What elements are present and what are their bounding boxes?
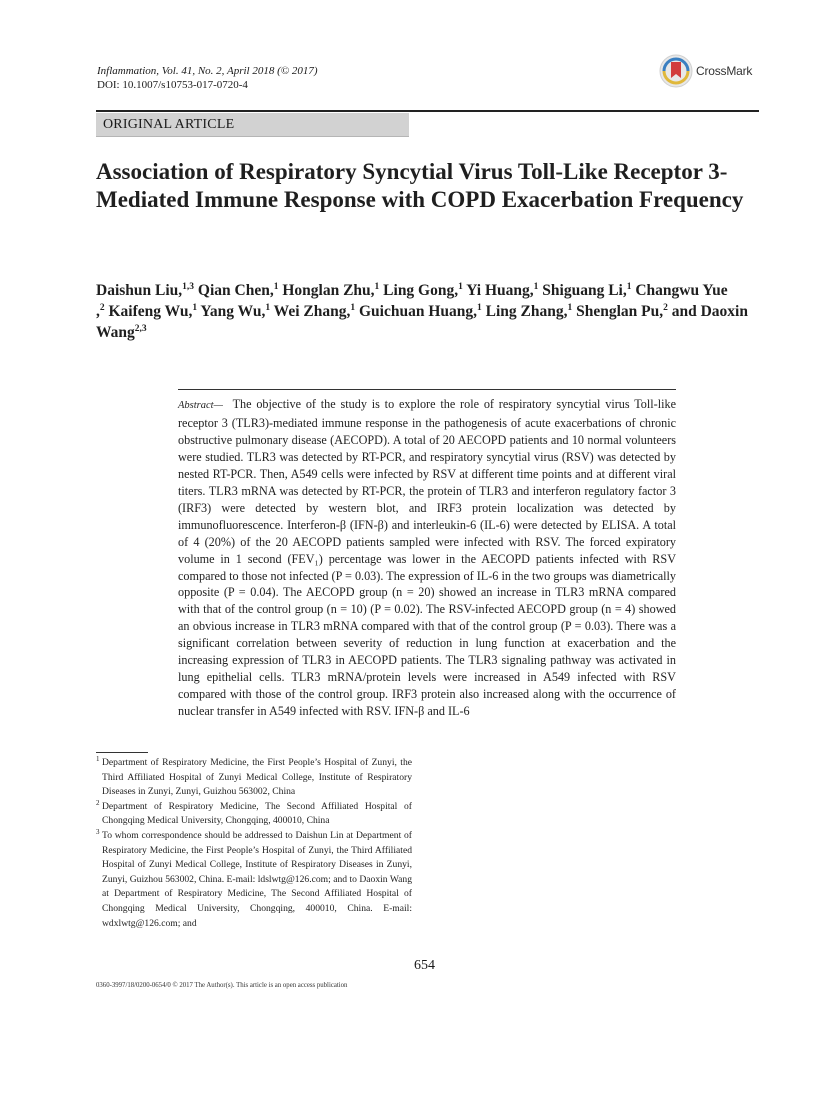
journal-line: Inflammation, Vol. 41, No. 2, April 2018 (© 2017) xyxy=(97,65,318,77)
author: and Daoxin Wang$^{2,3}$ xyxy=(96,303,748,341)
author: Changwu Yue xyxy=(635,282,728,299)
abstract xyxy=(178,396,676,720)
footnote: 1 Department of Respiratory Medicine, the First People’s Hospital of Zunyi, the Third Affiliated Hospital of Zunyi Medical College, Institute of Respiratory Diseases in Zunyi, Zunyi, Guizhou 563002, China xyxy=(96,755,412,798)
author: Ling Gong,$^1$ xyxy=(383,282,463,299)
footnote: 2 Department of Respiratory Medicine, The Second Affiliated Hospital of Chongqing Medical University, Chongqing, 400010, China xyxy=(96,798,412,827)
abstract-rule xyxy=(178,389,676,390)
author: Wei Zhang,$^1$ xyxy=(273,303,356,320)
author: ,$^2$ xyxy=(96,303,105,320)
journal-citation xyxy=(97,64,318,92)
affiliations xyxy=(96,756,412,931)
author: Guichuan Huang,$^1$ xyxy=(358,303,482,320)
header-rule xyxy=(96,110,759,112)
doi: DOI: 10.1007/s10753-017-0720-4 xyxy=(97,79,248,91)
copyright-line: 0360-3997/18/0200-0654/0 © 2017 The Author(s). This article is an open access publication xyxy=(96,982,348,989)
author: Yi Huang,$^1$ xyxy=(466,282,539,299)
author: Daishun Liu,$^{1,3}$ xyxy=(96,282,195,299)
crossmark-icon xyxy=(659,54,693,88)
author: Honglan Zhu,$^1$ xyxy=(282,282,380,299)
abstract-label: Abstract— xyxy=(178,400,223,411)
author: Yang Wu,$^1$ xyxy=(200,303,271,320)
author-list xyxy=(96,280,761,343)
footnote: 3 To whom correspondence should be addressed to Daishun Lin at Department of Respiratory Medicine, the First People’s Hospital of Zunyi, the Third Affiliated Hospital of Zunyi Medical College, Institute of Respiratory Diseases in Zunyi, Zunyi, Guizhou 563002, China. E-mail: ldslwtg@126.com; and to Daoxin Wang at Department of Respiratory Medicine, The Second Affiliated Hospital of Chongqing Medical University, Chongqing, 400010, China. E-mail: wdxlwtg@126.com; and xyxy=(96,827,412,929)
page-number: 654 xyxy=(414,958,435,973)
footnote-rule xyxy=(96,752,148,753)
article-title: Association of Respiratory Syncytial Virus Toll-Like Receptor 3-Mediated Immune Response with COPD Exacerbation Frequency xyxy=(96,159,744,212)
author: Shiguang Li,$^1$ xyxy=(542,282,632,299)
crossmark-label: CrossMark xyxy=(696,64,753,78)
abstract-text: The objective of the study is to explore the role of respiratory syncytial virus Toll-like receptor 3 (TLR3)-mediated immune response in the pathogenesis of acute exacerbations of chronic obstructive pulmonary disease (AECOPD). A total of 20 AECOPD patients and 10 normal volunteers were studied. TLR3 was detected by RT-PCR, and respiratory syncytial virus (RSV) was detected by nested RT-PCR. Then, A549 cells were infected by RSV at different time points and at different viral titers. TLR3 mRNA was detected by RT-PCR, the protein of TLR3 and interferon regulatory factor 3 (IRF3) were detected by western blot, and IRF3 protein localization was detected by immunofluorescence. Interferon-β (IFN-β) and interleukin-6 (IL-6) were detected by ELISA. A total of 4 (20%) of the 20 AECOPD patients sampled were infected with RSV. The forced expiratory volume in 1 second (FEV₁) percentage was lower in the AECOPD patients infected with RSV compared to those not infected (P = 0.03). The expression of IL-6 in the two groups was diametrically opposite (P = 0.04). The AECOPD group (n = 20) showed an increase in TLR3 mRNA compared with that of the control group (n = 10) (P = 0.02). The RSV-infected AECOPD group (n = 4) showed an obvious increase in TLR3 mRNA compared with that of the control group (P = 0.03). There was a significant correlation between severity of reduction in lung function at exacerbation and the increasing expression of TLR3 in AECOPD patients. The TLR3 signaling pathway was activated in lung epithelial cells. TLR3 mRNA/protein levels were increased in A549 infected with RSV compared with those of the control group. IRF3 protein also increased along with the occurrence of nuclear transfer in A549 infected with RSV. IFN-β and IL-6 xyxy=(178,397,676,719)
author: Ling Zhang,$^1$ xyxy=(485,303,573,320)
author: Shenglan Pu,$^2$ xyxy=(576,303,668,320)
article-type-banner: ORIGINAL ARTICLE xyxy=(96,113,409,137)
crossmark-badge[interactable] xyxy=(659,53,763,89)
author: Qian Chen,$^1$ xyxy=(197,282,279,299)
author: Kaifeng Wu,$^1$ xyxy=(108,303,198,320)
